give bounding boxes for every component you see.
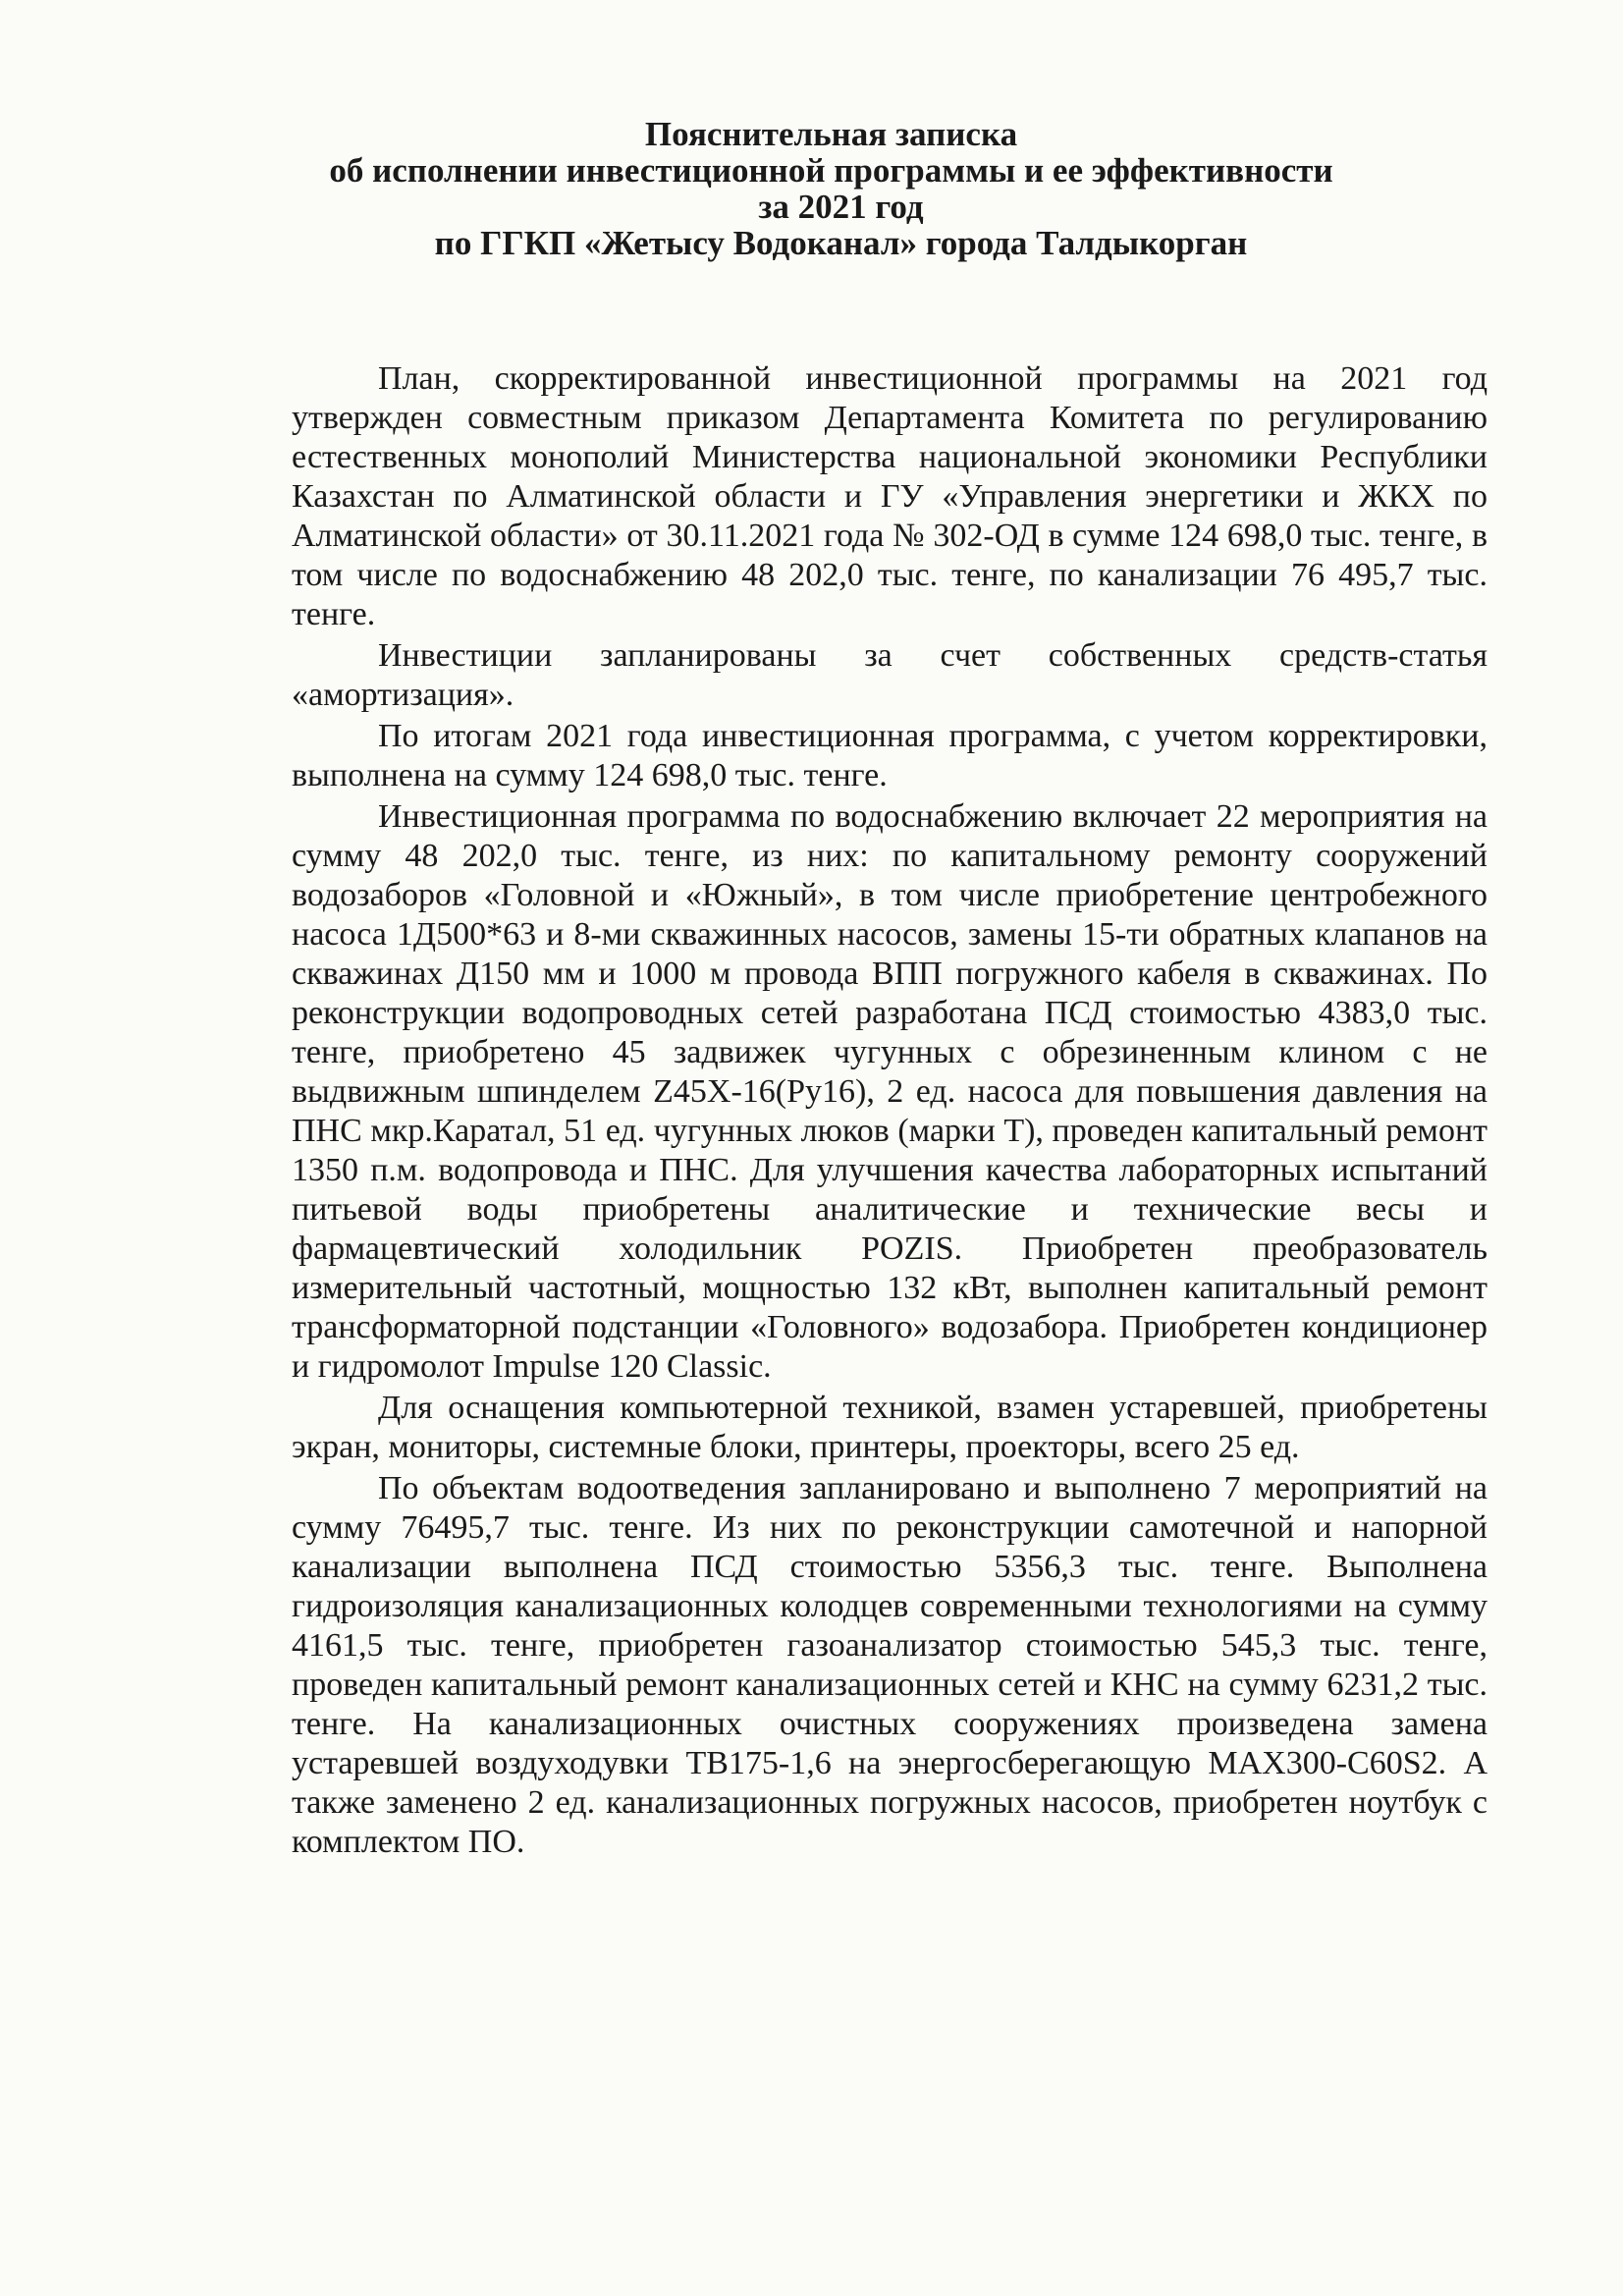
paragraph-computers: Для оснащения компьютерной техникой, взамен устаревшей, приобретены экран, мониторы, системные блоки, принтеры, проекторы, всего 25 ед. [292, 1390, 1488, 1465]
paragraph-sewerage: По объектам водоотведения запланировано и выполнено 7 мероприятий на сумму 76495,7 тыс. тенге. Из них по реконструкции самотечной и напорной канализации выполнена ПСД стоимостью 5356,3 тыс. тенге. Выполнена гидроизоляция канализационных колодцев современными технологиями на сумму 4161,5 тыс. тенге, приобретен газоанализатор стоимостью 545,3 тыс. тенге, проведен капитальный ремонт канализационных сетей и КНС на сумму 6231,2 тыс. тенге. На канализационных очистных сооружениях произведена замена устаревшей воздуходувки TB175-1,6 на энергосберегающую MAX300-C60S2. А также заменено 2 ед. канализационных погружных насосов, приобретен ноутбук с комплектом ПО. [292, 1470, 1488, 1860]
title-line-2: об исполнении инвестиционной программы и ее эффективности [329, 151, 1333, 190]
title-line-1: Пояснительная записка [644, 115, 1018, 153]
document-body [292, 359, 1488, 1862]
document-title [0, 116, 1623, 261]
paragraph-plan: План, скорректированной инвестиционной программы на 2021 год утвержден совместным приказом Департамента Комитета по регулированию естественных монополий Министерства национальной экономики Республики Казахстан по Алматинской области и ГУ «Управления энергетики и ЖКХ по Алматинской области» от 30.11.2021 года № 302-ОД в сумме 124 698,0 тыс. тенге, в том числе по водоснабжению 48 202,0 тыс. тенге, по канализации 76 495,7 тыс. тенге. [292, 360, 1488, 632]
title-line-4: по ГГКП «Жетысу Водоканал» города Талдыкорган [434, 224, 1248, 262]
paragraph-investments: Инвестиции запланированы за счет собственных средств-статья «амортизация». [292, 637, 1488, 713]
title-line-3: за 2021 год [758, 188, 924, 226]
paragraph-results: По итогам 2021 года инвестиционная программа, с учетом корректировки, выполнена на сумму 124 698,0 тыс. тенге. [292, 718, 1488, 793]
paragraph-water-supply: Инвестиционная программа по водоснабжению включает 22 мероприятия на сумму 48 202,0 тыс. тенге, из них: по капитальному ремонту сооружений водозаборов «Головной и «Южный», в том числе приобретение центробежного насоса 1Д500*63 и 8-ми скважинных насосов, замены 15-ти обратных клапанов на скважинах Д150 мм и 1000 м провода ВПП погружного кабеля в скважинах. По реконструкции водопроводных сетей разработана ПСД стоимостью 4383,0 тыс. тенге, приобретено 45 задвижек чугунных с обрезиненным клином с не выдвижным шпинделем Z45X-16(Ру16), 2 ед. насоса для повышения давления на ПНС мкр.Каратал, 51 ед. чугунных люков (марки Т), проведен капитальный ремонт 1350 п.м. водопровода и ПНС. Для улучшения качества лабораторных испытаний питьевой воды приобретены аналитические и технические весы и фармацевтический холодильник POZIS. Приобретен преобразователь измерительный частотный, мощностью 132 кВт, выполнен капитальный ремонт трансформаторной подстанции «Головного» водозабора. Приобретен кондиционер и гидромолот Impulse 120 Classic. [292, 798, 1488, 1385]
